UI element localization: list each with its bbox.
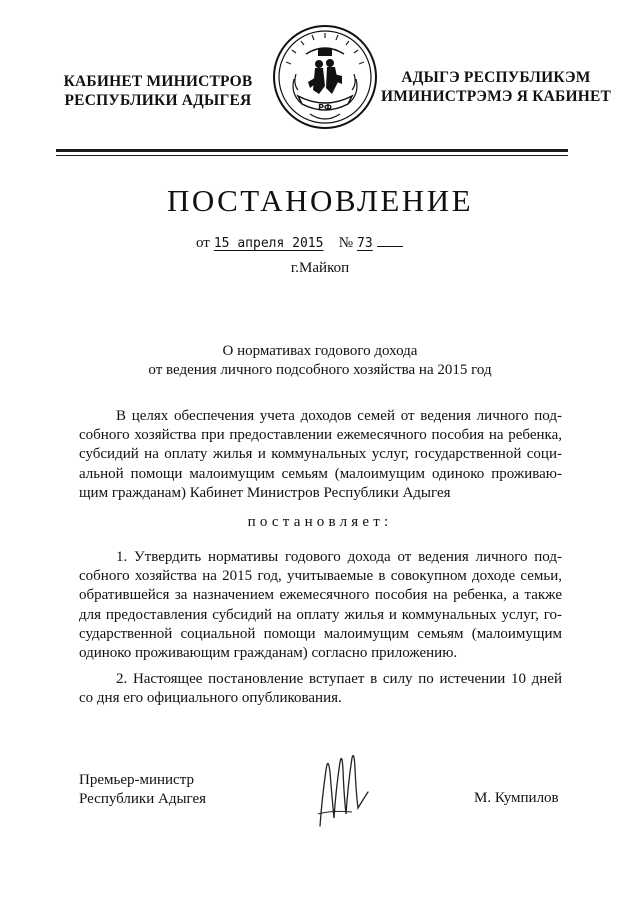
- item-2-line: со дня его официального опубликования.: [79, 690, 342, 707]
- number-sign: №: [338, 235, 353, 251]
- header-left-line-2: РЕСПУБЛИКИ АДЫГЕЯ: [64, 92, 252, 109]
- signatory-name: М. Кумпилов: [474, 790, 559, 806]
- item-1-line: обратившейся за назначением ежемесячного пособия на ребенка, а также: [79, 587, 562, 604]
- city: г.Майкоп: [290, 260, 350, 276]
- coat-of-arms-icon: [272, 24, 378, 130]
- item-2-paragraph: [79, 670, 562, 708]
- header-left: [58, 72, 258, 110]
- preamble-line: щим гражданам) Кабинет Министров Республики Адыгея: [79, 484, 451, 501]
- item-1-paragraph: [79, 548, 562, 663]
- number-underline: [377, 234, 403, 247]
- item-1-line: сударственной социальной помощи малоимущим семьям (малоимущим: [79, 625, 562, 642]
- preamble-line: собного хозяйства при предоставлении ежемесячного пособия на ребенка,: [79, 427, 562, 444]
- header-right: [380, 68, 612, 106]
- decree-word: постановляет:: [247, 514, 393, 530]
- preamble-line: В целях обеспечения учета доходов семей от ведения личного под-: [116, 408, 562, 424]
- preamble-line: альной помощи малоимущим семьям (малоимущим одиноко проживаю-: [79, 465, 562, 482]
- signatory-title-line-1: Премьер-министр: [79, 772, 194, 788]
- date-prefix: от: [196, 235, 210, 251]
- subject-line-2: от ведения личного подсобного хозяйства на 2015 год: [148, 362, 492, 378]
- date-number-row: [196, 234, 456, 252]
- signatory-title: [79, 771, 206, 809]
- document-number: 73: [357, 236, 373, 251]
- header-divider-thin: [56, 155, 568, 156]
- header-right-line-1: АДЫГЭ РЕСПУБЛИКЭМ: [401, 69, 591, 86]
- header-right-line-2: ИМИНИСТРЭМЭ Я КАБИНЕТ: [380, 88, 612, 105]
- header-left-line-1: КАБИНЕТ МИНИСТРОВ: [63, 73, 253, 90]
- signatory-title-line-2: Республики Адыгея: [79, 791, 207, 807]
- header-divider-thick: [56, 149, 568, 152]
- subject-line-1: О нормативах годового дохода: [222, 343, 418, 359]
- emblem-ribbon-text: РФ: [318, 103, 332, 112]
- document-title: ПОСТАНОВЛЕНИЕ: [166, 183, 474, 218]
- handwritten-signature-icon: [312, 748, 372, 828]
- item-1-line: 1. Утвердить нормативы годового дохода от ведения личного под-: [116, 549, 562, 565]
- preamble-line: субсидий на оплату жилья и коммунальных услуг, государственной соци-: [79, 446, 562, 463]
- item-1-line: для предоставления субсидий на оплату жилья и коммунальных услуг, го-: [79, 606, 562, 623]
- item-2-line: 2. Настоящее постановление вступает в силу по истечении 10 дней: [116, 671, 562, 687]
- preamble-paragraph: [79, 407, 562, 503]
- date-value: 15 апреля 2015: [213, 236, 324, 251]
- document-subject: [100, 342, 540, 380]
- item-1-line: одиноко проживающим гражданам) согласно приложению.: [79, 645, 458, 662]
- item-1-line: собного хозяйства на 2015 год, учитываемые в совокупном доходе семьи,: [79, 568, 562, 585]
